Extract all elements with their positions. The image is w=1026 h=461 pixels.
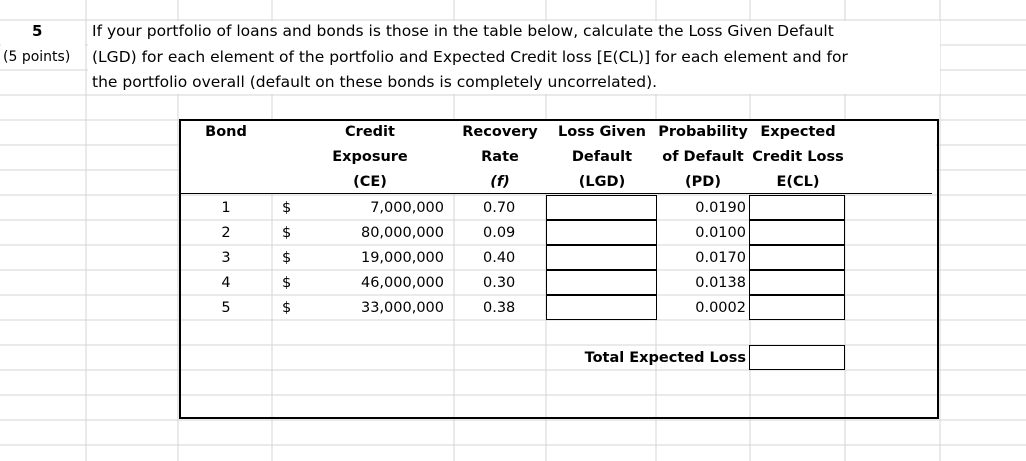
row-4-exposure: 46,000,000 <box>360 275 444 291</box>
row-5-exposure: 33,000,000 <box>360 300 444 316</box>
lgd-input-row-4[interactable] <box>546 270 657 295</box>
total-expected-loss-input[interactable] <box>749 345 845 370</box>
lgd-input-row-2[interactable] <box>546 220 657 245</box>
header-lgd-3: (LGD) <box>578 174 626 190</box>
row-4-currency: $ <box>282 275 292 291</box>
row-1-exposure: 7,000,000 <box>370 200 444 216</box>
ecl-input-row-1[interactable] <box>749 195 845 220</box>
header-credit-3: (CE) <box>353 174 387 190</box>
header-pd-2: of Default <box>662 149 744 165</box>
ecl-input-row-5[interactable] <box>749 295 845 320</box>
question-text-line-2: (LGD) for each element of the portfolio and Expected Credit loss [E(CL)] for each element and for <box>92 48 848 66</box>
row-2-exposure: 80,000,000 <box>360 225 444 241</box>
row-5-bond: 5 <box>221 300 231 316</box>
row-3-pd: 0.0170 <box>695 250 746 266</box>
row-4-recovery: 0.30 <box>483 275 516 291</box>
header-recovery-3: (f) <box>490 174 510 190</box>
header-recovery-1: Recovery <box>462 124 538 140</box>
row-5-currency: $ <box>282 300 292 316</box>
row-5-pd: 0.0002 <box>695 300 746 316</box>
ecl-input-row-3[interactable] <box>749 245 845 270</box>
row-4-bond: 4 <box>221 275 231 291</box>
header-lgd-1: Loss Given <box>558 124 646 140</box>
header-ecl-2: Credit Loss <box>752 149 844 165</box>
row-1-bond: 1 <box>221 200 231 216</box>
row-3-currency: $ <box>282 250 292 266</box>
row-2-pd: 0.0100 <box>695 225 746 241</box>
row-2-bond: 2 <box>221 225 231 241</box>
header-ecl-3: E(CL) <box>776 174 820 190</box>
header-divider <box>180 193 932 194</box>
row-3-exposure: 19,000,000 <box>360 250 444 266</box>
header-pd-3: (PD) <box>685 174 721 190</box>
lgd-input-row-1[interactable] <box>546 195 657 220</box>
question-points: (5 points) <box>3 49 71 65</box>
header-credit-1: Credit <box>345 124 395 140</box>
lgd-input-row-3[interactable] <box>546 245 657 270</box>
row-2-recovery: 0.09 <box>483 225 516 241</box>
row-5-recovery: 0.38 <box>483 300 516 316</box>
header-lgd-2: Default <box>571 149 633 165</box>
lgd-input-row-5[interactable] <box>546 295 657 320</box>
row-1-currency: $ <box>282 200 292 216</box>
row-2-currency: $ <box>282 225 292 241</box>
question-text-line-3: the portfolio overall (default on these bonds is completely uncorrelated). <box>92 73 658 91</box>
row-3-recovery: 0.40 <box>483 250 516 266</box>
ecl-input-row-2[interactable] <box>749 220 845 245</box>
row-1-pd: 0.0190 <box>695 200 746 216</box>
total-expected-loss-label: Total Expected Loss <box>584 350 746 366</box>
ecl-input-row-4[interactable] <box>749 270 845 295</box>
header-bond: Bond <box>205 124 247 140</box>
row-4-pd: 0.0138 <box>695 275 746 291</box>
header-credit-2: Exposure <box>332 149 408 165</box>
header-ecl-1: Expected <box>760 124 836 140</box>
header-recovery-2: Rate <box>481 149 519 165</box>
question-text-line-1: If your portfolio of loans and bonds is those in the table below, calculate the Loss Given Default <box>92 22 834 40</box>
row-3-bond: 3 <box>221 250 231 266</box>
question-number: 5 <box>32 22 43 40</box>
row-1-recovery: 0.70 <box>483 200 516 216</box>
header-pd-1: Probability <box>658 124 748 140</box>
